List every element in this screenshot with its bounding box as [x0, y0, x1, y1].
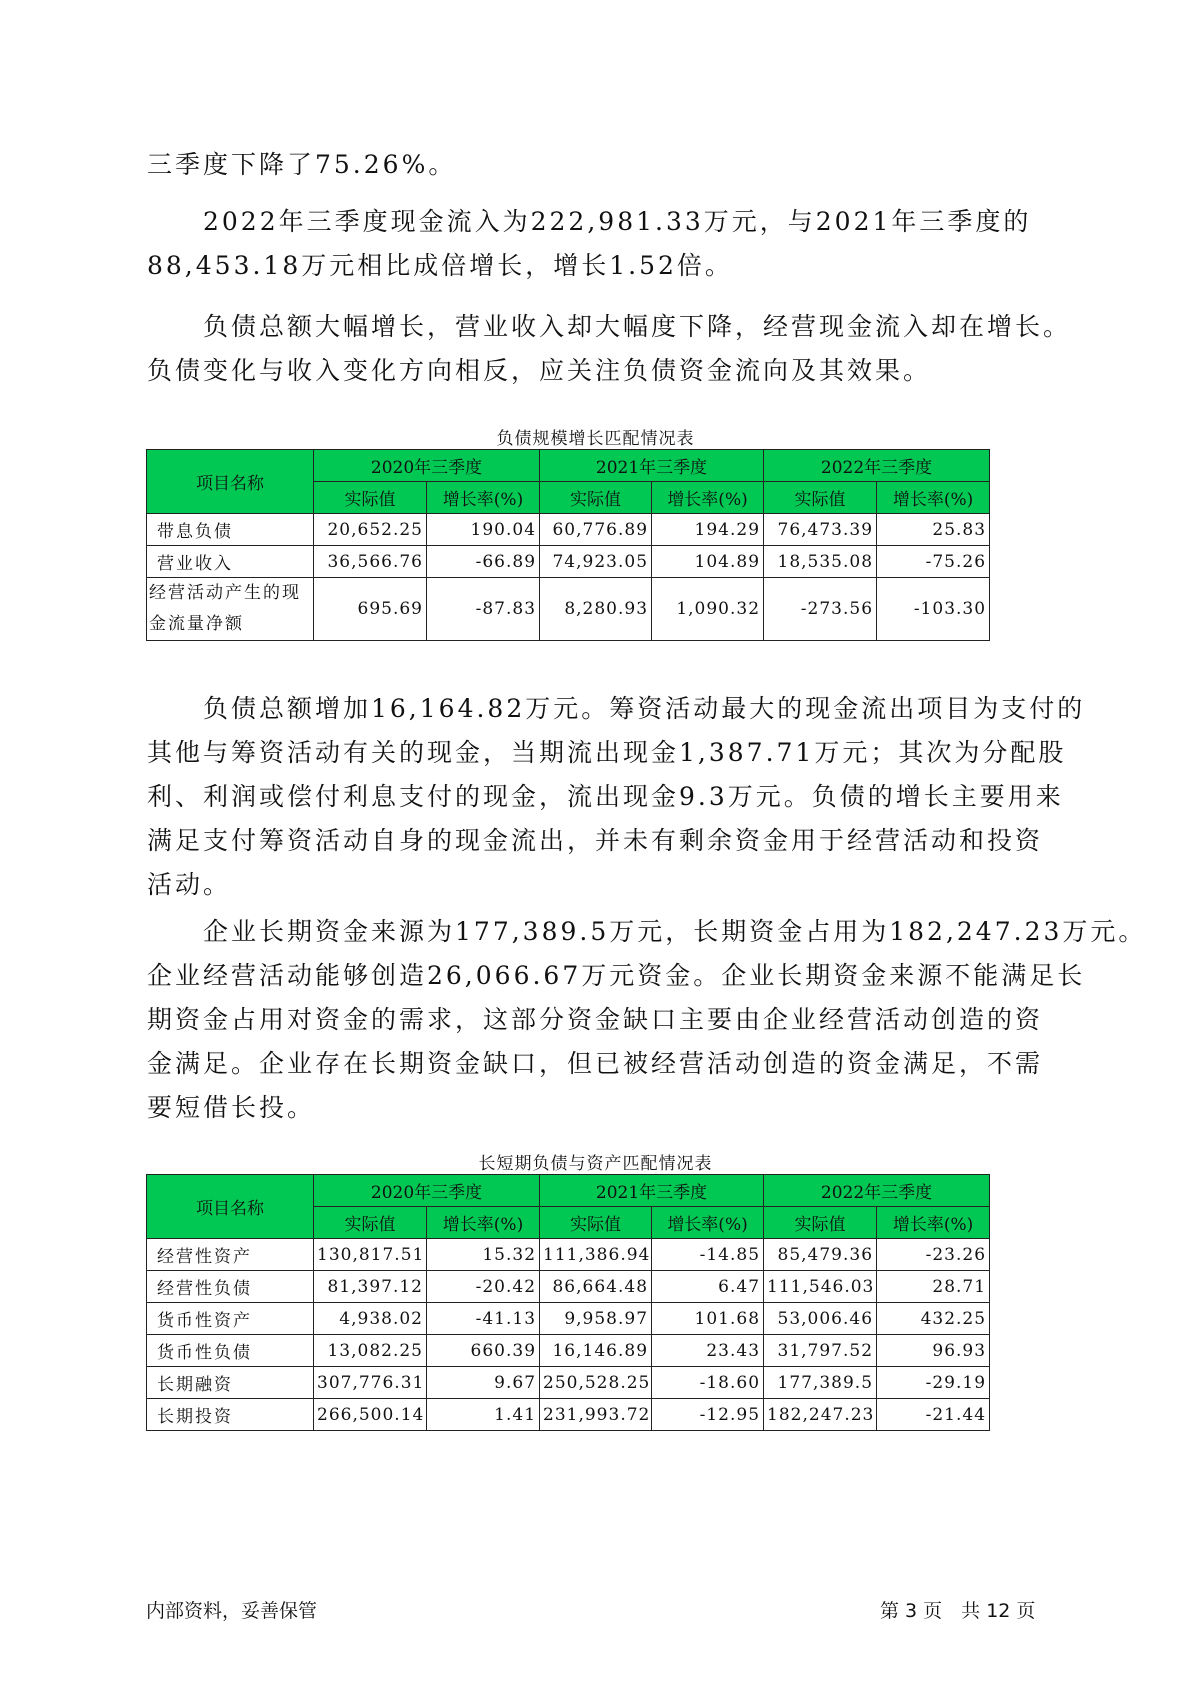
- cell-value: -103.30: [877, 578, 990, 641]
- header-actual: 实际值: [314, 482, 427, 514]
- cell-value: 28.71: [877, 1271, 990, 1303]
- cell-value: 8,280.93: [540, 578, 652, 641]
- text-line: 负债变化与收入变化方向相反，应关注负债资金流向及其效果。: [147, 356, 932, 385]
- header-period: 2020年三季度: [314, 450, 540, 482]
- cell-value: 76,473.39: [764, 514, 877, 546]
- cell-value: -273.56: [764, 578, 877, 641]
- paragraph-2: [147, 200, 1067, 288]
- header-actual: 实际值: [314, 1207, 427, 1239]
- header-period: 2022年三季度: [764, 450, 990, 482]
- cell-value: 182,247.23: [764, 1399, 877, 1431]
- paragraph-4: [147, 687, 1086, 907]
- cell-value: -12.95: [652, 1399, 764, 1431]
- header-item-name: 项目名称: [147, 1175, 314, 1239]
- table-row: [147, 1399, 990, 1431]
- cell-value: 86,664.48: [540, 1271, 652, 1303]
- cell-value: 20,652.25: [314, 514, 427, 546]
- row-label: 经营活动产生的现金流量净额: [147, 578, 314, 641]
- cell-value: 96.93: [877, 1335, 990, 1367]
- cell-value: 18,535.08: [764, 546, 877, 578]
- table-debt-growth: [146, 449, 990, 641]
- row-label: 货币性负债: [147, 1335, 314, 1367]
- cell-value: 4,938.02: [314, 1303, 427, 1335]
- text-line: 要短借长投。: [147, 1093, 316, 1122]
- cell-value: 25.83: [877, 514, 990, 546]
- cell-value: 1,090.32: [652, 578, 764, 641]
- row-label: 营业收入: [147, 546, 314, 578]
- cell-value: 266,500.14: [314, 1399, 427, 1431]
- cell-value: 231,993.72: [540, 1399, 652, 1431]
- cell-value: -20.42: [427, 1271, 540, 1303]
- cell-value: 9,958.97: [540, 1303, 652, 1335]
- table-row: [147, 1239, 990, 1271]
- table-row: [147, 546, 990, 578]
- cell-value: 6.47: [652, 1271, 764, 1303]
- cell-value: -18.60: [652, 1367, 764, 1399]
- table-row: [147, 578, 990, 641]
- header-growth: 增长率(%): [427, 482, 540, 514]
- cell-value: 60,776.89: [540, 514, 652, 546]
- text-line: 企业经营活动能够创造26,066.67万元资金。企业长期资金来源不能满足长: [147, 961, 1086, 990]
- paragraph-3: [147, 305, 1072, 393]
- cell-value: -75.26: [877, 546, 990, 578]
- text-line: 其他与筹资活动有关的现金，当期流出现金1,387.71万元；其次为分配股: [147, 738, 1067, 767]
- cell-value: 111,386.94: [540, 1239, 652, 1271]
- paragraph-1: [147, 143, 1067, 187]
- row-label: 带息负债: [147, 514, 314, 546]
- cell-value: 177,389.5: [764, 1367, 877, 1399]
- header-growth: 增长率(%): [877, 1207, 990, 1239]
- cell-value: -66.89: [427, 546, 540, 578]
- text-line: 负债总额增加16,164.82万元。筹资活动最大的现金流出项目为支付的: [147, 694, 1086, 723]
- header-growth: 增长率(%): [877, 482, 990, 514]
- header-growth: 增长率(%): [427, 1207, 540, 1239]
- cell-value: 74,923.05: [540, 546, 652, 578]
- table-row: [147, 1335, 990, 1367]
- cell-value: -21.44: [877, 1399, 990, 1431]
- cell-value: 81,397.12: [314, 1271, 427, 1303]
- cell-value: 432.25: [877, 1303, 990, 1335]
- row-label: 经营性负债: [147, 1271, 314, 1303]
- cell-value: 13,082.25: [314, 1335, 427, 1367]
- table-row: [147, 1367, 990, 1399]
- text-line: 负债总额大幅增长，营业收入却大幅度下降，经营现金流入却在增长。: [147, 312, 1072, 341]
- text-line: 满足支付筹资活动自身的现金流出，并未有剩余资金用于经营活动和投资: [147, 826, 1044, 855]
- cell-value: 1.41: [427, 1399, 540, 1431]
- table-liability-asset-match: [146, 1174, 990, 1431]
- cell-value: 15.32: [427, 1239, 540, 1271]
- cell-value: 53,006.46: [764, 1303, 877, 1335]
- header-period: 2020年三季度: [314, 1175, 540, 1207]
- cell-value: 23.43: [652, 1335, 764, 1367]
- paragraph-5: [147, 910, 1147, 1130]
- cell-value: 250,528.25: [540, 1367, 652, 1399]
- cell-value: 104.89: [652, 546, 764, 578]
- cell-value: 695.69: [314, 578, 427, 641]
- table-2-caption: 长短期负债与资产匹配情况表: [478, 1154, 713, 1174]
- header-period: 2021年三季度: [540, 1175, 764, 1207]
- row-label: 长期融资: [147, 1367, 314, 1399]
- cell-value: -29.19: [877, 1367, 990, 1399]
- header-actual: 实际值: [540, 1207, 652, 1239]
- text-line: 88,453.18万元相比成倍增长，增长1.52倍。: [147, 251, 733, 280]
- text-line: 利、利润或偿付利息支付的现金，流出现金9.3万元。负债的增长主要用来: [147, 782, 1064, 811]
- header-actual: 实际值: [764, 1207, 877, 1239]
- header-growth: 增长率(%): [652, 1207, 764, 1239]
- cell-value: 307,776.31: [314, 1367, 427, 1399]
- cell-value: 9.67: [427, 1367, 540, 1399]
- cell-value: 101.68: [652, 1303, 764, 1335]
- cell-value: -41.13: [427, 1303, 540, 1335]
- cell-value: 190.04: [427, 514, 540, 546]
- text-line: 企业长期资金来源为177,389.5万元，长期资金占用为182,247.23万元。: [147, 917, 1147, 946]
- header-actual: 实际值: [540, 482, 652, 514]
- header-period: 2021年三季度: [540, 450, 764, 482]
- footer-page-number: 第 3 页 共 12 页: [880, 1600, 1036, 1622]
- table-row: [147, 1271, 990, 1303]
- header-actual: 实际值: [764, 482, 877, 514]
- cell-value: 16,146.89: [540, 1335, 652, 1367]
- text-line: 2022年三季度现金流入为222,981.33万元，与2021年三季度的: [147, 207, 1032, 236]
- cell-value: -87.83: [427, 578, 540, 641]
- cell-value: 36,566.76: [314, 546, 427, 578]
- header-growth: 增长率(%): [652, 482, 764, 514]
- cell-value: 85,479.36: [764, 1239, 877, 1271]
- cell-value: 111,546.03: [764, 1271, 877, 1303]
- cell-value: 31,797.52: [764, 1335, 877, 1367]
- cell-value: 660.39: [427, 1335, 540, 1367]
- row-label: 货币性资产: [147, 1303, 314, 1335]
- header-item-name: 项目名称: [147, 450, 314, 514]
- text-line: 三季度下降了75.26%。: [147, 150, 457, 179]
- cell-value: -23.26: [877, 1239, 990, 1271]
- text-line: 期资金占用对资金的需求，这部分资金缺口主要由企业经营活动创造的资: [147, 1005, 1044, 1034]
- row-label: 长期投资: [147, 1399, 314, 1431]
- table-row: [147, 514, 990, 546]
- text-line: 金满足。企业存在长期资金缺口，但已被经营活动创造的资金满足，不需: [147, 1049, 1044, 1078]
- cell-value: 194.29: [652, 514, 764, 546]
- table-row: [147, 1303, 990, 1335]
- table-1-caption: 负债规模增长匹配情况表: [496, 429, 695, 449]
- row-label: 经营性资产: [147, 1239, 314, 1271]
- header-period: 2022年三季度: [764, 1175, 990, 1207]
- footer-confidential-note: 内部资料，妥善保管: [146, 1600, 318, 1622]
- text-line: 活动。: [147, 870, 232, 899]
- cell-value: -14.85: [652, 1239, 764, 1271]
- cell-value: 130,817.51: [314, 1239, 427, 1271]
